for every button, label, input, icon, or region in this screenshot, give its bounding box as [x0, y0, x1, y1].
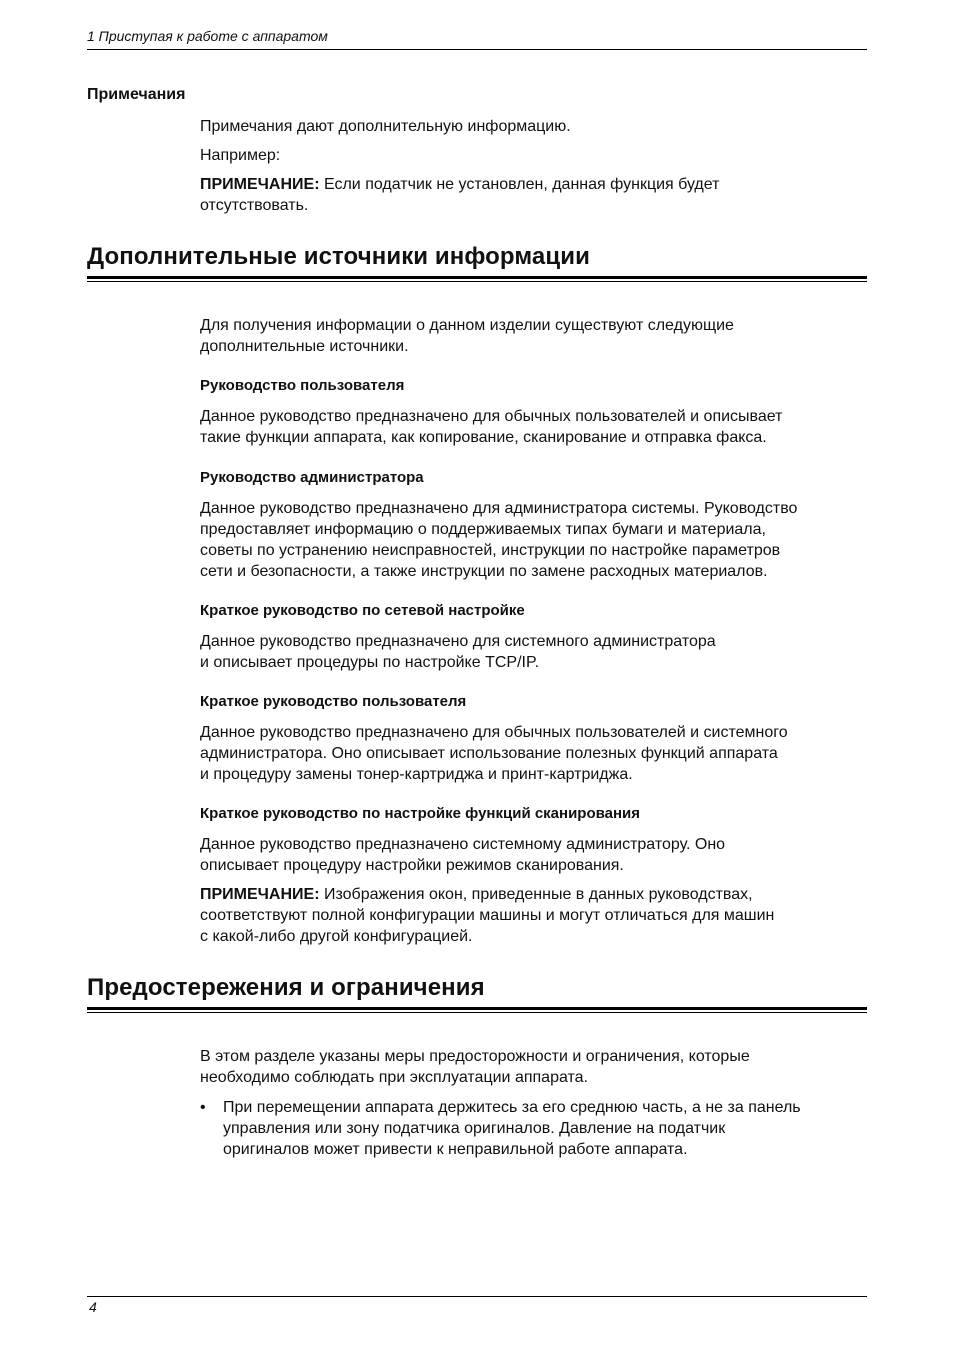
- text-line: и описывает процедуры по настройке TCP/IP.: [200, 654, 540, 671]
- text-line: В этом разделе указаны меры предосторожности и ограничения, которые: [200, 1048, 750, 1065]
- notes-para-2: Например:: [200, 147, 281, 164]
- warnings-heading: Предостережения и ограничения: [87, 974, 485, 1001]
- sources-intro: [200, 315, 867, 357]
- running-header: 1 Приступая к работе с аппаратом: [87, 28, 328, 44]
- text-line: Данное руководство предназначено для администратора системы. Руководство: [200, 500, 798, 517]
- guide-desc-admin: [200, 498, 867, 582]
- text-line: Для получения информации о данном изделии существуют следующие: [200, 317, 734, 334]
- note-text: Изображения окон, приведенные в данных руководствах,: [319, 886, 753, 903]
- notes-example-note: [200, 174, 867, 216]
- guide-title-admin: Руководство администратора: [200, 469, 424, 486]
- text-line: Данное руководство предназначено для обычных пользователей и системного: [200, 724, 788, 741]
- guide-desc-scan: [200, 834, 867, 876]
- note-text: отсутствовать.: [200, 197, 309, 214]
- text-line: предоставляет информацию о поддерживаемых типах бумаги и материала,: [200, 521, 766, 538]
- text-line: Данное руководство предназначено для системного администратора: [200, 633, 716, 650]
- notes-heading: Примечания: [87, 86, 186, 103]
- text-line: Данное руководство предназначено для обычных пользователей и описывает: [200, 408, 783, 425]
- guide-title-quick-user: Краткое руководство пользователя: [200, 693, 467, 710]
- warnings-intro: [200, 1046, 867, 1088]
- heading-rule: [87, 1007, 867, 1013]
- page-number: 4: [89, 1299, 97, 1315]
- header-rule: [87, 49, 867, 50]
- note-label: ПРИМЕЧАНИЕ:: [200, 176, 320, 193]
- text-line: и процедуру замены тонер-картриджа и принт-картриджа.: [200, 766, 633, 783]
- heading-rule: [87, 276, 867, 282]
- notes-para-1: Примечания дают дополнительную информацию.: [200, 118, 571, 135]
- text-line: такие функции аппарата, как копирование, сканирование и отправка факса.: [200, 429, 767, 446]
- guide-desc-network: [200, 631, 867, 673]
- note-text: с какой-либо другой конфигурацией.: [200, 928, 473, 945]
- guide-desc-user: [200, 406, 867, 448]
- text-line: дополнительные источники.: [200, 338, 409, 355]
- footer-rule: [87, 1296, 867, 1297]
- text-line: При перемещении аппарата держитесь за его среднюю часть, а не за панель: [223, 1099, 801, 1116]
- note-label: ПРИМЕЧАНИЕ:: [200, 886, 320, 903]
- text-line: управления или зону податчика оригиналов. Давление на податчик: [223, 1120, 726, 1137]
- text-line: Данное руководство предназначено системному администратору. Оно: [200, 836, 726, 853]
- sources-note: [200, 884, 867, 947]
- guide-title-user: Руководство пользователя: [200, 377, 405, 394]
- text-line: необходимо соблюдать при эксплуатации аппарата.: [200, 1069, 588, 1086]
- note-text: соответствуют полной конфигурации машины и могут отличаться для машин: [200, 907, 775, 924]
- bullet-icon: •: [200, 1099, 206, 1116]
- guide-title-network: Краткое руководство по сетевой настройке: [200, 602, 525, 619]
- guide-desc-quick-user: [200, 722, 867, 785]
- note-text: Если податчик не установлен, данная функция будет: [319, 176, 720, 193]
- text-line: описывает процедуру настройки режимов сканирования.: [200, 857, 624, 874]
- sources-heading: Дополнительные источники информации: [87, 243, 590, 270]
- text-line: оригиналов может привести к неправильной работе аппарата.: [223, 1141, 688, 1158]
- text-line: сети и безопасности, а также инструкции по замене расходных материалов.: [200, 563, 768, 580]
- text-line: советы по устранению неисправностей, инструкции по настройке параметров: [200, 542, 781, 559]
- guide-title-scan: Краткое руководство по настройке функций сканирования: [200, 805, 641, 822]
- text-line: администратора. Оно описывает использование полезных функций аппарата: [200, 745, 778, 762]
